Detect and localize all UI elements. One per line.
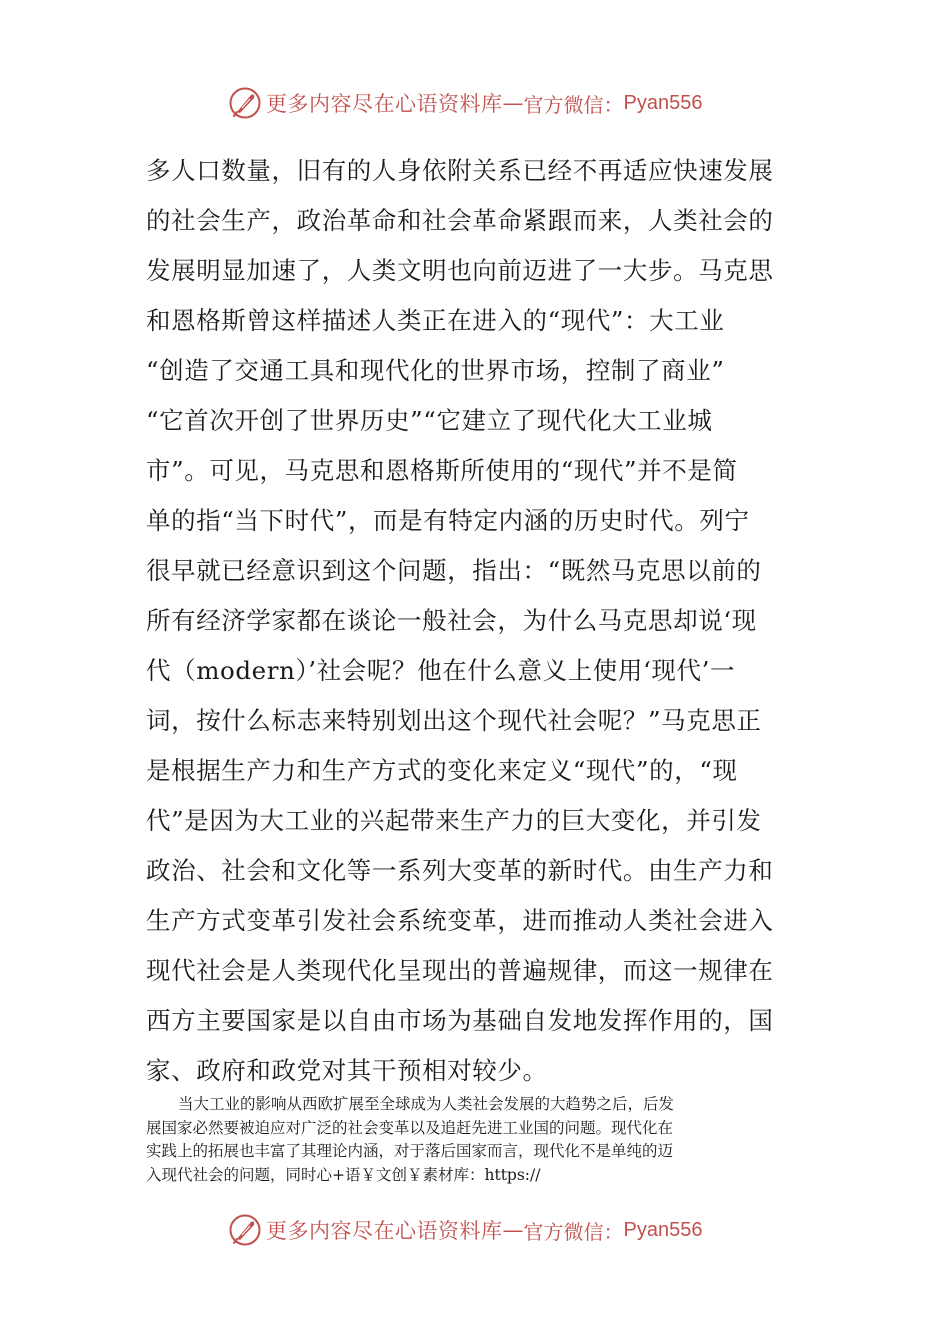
body-line: 和恩格斯曾这样描述人类正在进入的“现代”：大工业 <box>146 306 725 335</box>
body-line: “它首次开创了世界历史”“它建立了现代化大工业城 <box>146 406 713 435</box>
body-line: 家、政府和政党对其干预相对较少。 <box>146 1056 548 1085</box>
banner-dash: — <box>502 1218 524 1242</box>
body-line: 发展明显加速了，人类文明也向前迈进了一大步。马克思 <box>146 256 774 285</box>
banner-wechat-handle: Pyan556 <box>623 1218 703 1241</box>
body-line: 西方主要国家是以自由市场为基础自发地发挥作用的，国 <box>146 1006 774 1035</box>
small-line: 入现代社会的问题，同时心+语￥文创￥素材库：https:// <box>146 1165 541 1184</box>
banner-wechat-label: 官方微信： <box>523 92 624 117</box>
body-line: 的社会生产，政治革命和社会革命紧跟而来，人类社会的 <box>146 206 774 235</box>
footer-banner <box>228 1210 702 1250</box>
small-line: 实践上的拓展也丰富了其理论内涵，对于落后国家而言，现代化不是单纯的迈 <box>146 1142 674 1160</box>
banner-wechat-label: 官方微信： <box>523 1219 624 1244</box>
body-line: 单的指“当下时代”，而是有特定内涵的历史时代。列宁 <box>146 506 750 535</box>
small-line: 展国家必然要被迫应对广泛的社会变革以及追赶先进工业国的问题。现代化在 <box>146 1118 674 1137</box>
body-line: 词，按什么标志来特别划出这个现代社会呢？”马克思正 <box>146 706 762 735</box>
banner-brand-text: 更多内容尽在心语资料库 <box>266 1219 503 1243</box>
banner-dash: — <box>502 91 524 115</box>
body-line: 生产方式变革引发社会系统变革，进而推动人类社会进入 <box>146 906 774 935</box>
small-line: 当大工业的影响从西欧扩展至全球成为人类社会发展的大趋势之后，后发 <box>178 1095 675 1113</box>
quill-pen-logo-icon <box>228 86 262 120</box>
header-banner <box>228 83 702 123</box>
body-line: 很早就已经意识到这个问题，指出：“既然马克思以前的 <box>146 556 762 585</box>
quill-pen-logo-icon <box>228 1213 262 1247</box>
small-paragraph <box>146 1093 806 1187</box>
body-line: “创造了交通工具和现代化的世界市场，控制了商业” <box>146 356 725 385</box>
body-paragraph <box>146 146 786 1096</box>
body-line: 政治、社会和文化等一系列大变革的新时代。由生产力和 <box>146 856 774 885</box>
body-line: 代”是因为大工业的兴起带来生产力的巨大变化，并引发 <box>146 806 762 835</box>
body-line: 代（modern）’社会呢？他在什么意义上使用‘现代’一 <box>146 656 736 685</box>
body-line: 市”。可见，马克思和恩格斯所使用的“现代”并不是简 <box>146 456 738 485</box>
banner-brand-text: 更多内容尽在心语资料库 <box>266 92 503 116</box>
body-line: 现代社会是人类现代化呈现出的普遍规律，而这一规律在 <box>146 956 774 985</box>
body-line: 所有经济学家都在谈论一般社会，为什么马克思却说‘现 <box>146 606 757 635</box>
body-line: 是根据生产力和生产方式的变化来定义“现代”的，“现 <box>146 756 738 785</box>
body-line: 多人口数量，旧有的人身依附关系已经不再适应快速发展 <box>146 156 774 185</box>
banner-wechat-handle: Pyan556 <box>623 91 703 114</box>
